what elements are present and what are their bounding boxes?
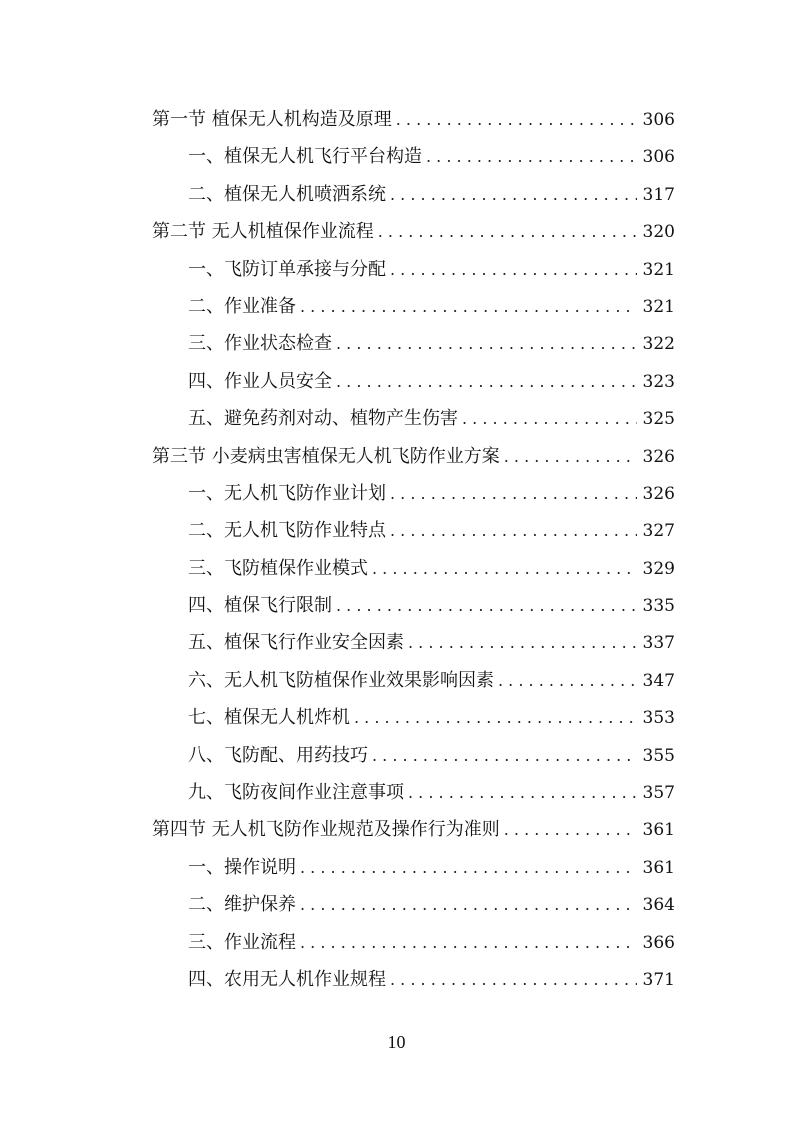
toc-page-number: 361 [642,857,675,878]
toc-subsection-row[interactable] [152,138,675,175]
toc-page-number: 337 [642,633,675,654]
toc-entry-label: 七、植保无人机炸机 [188,707,350,729]
dot-leader [498,662,637,699]
toc-section-row[interactable] [152,213,675,250]
page-number: 10 [387,1032,406,1052]
toc-page-number: 306 [642,110,675,130]
toc-section-row[interactable] [152,438,675,475]
toc-entry-label: 第一节 植保无人机构造及原理 [152,109,392,130]
dot-leader [300,849,637,886]
dot-leader [390,251,637,288]
toc-entry-label: 五、植保飞行作业安全因素 [188,632,404,654]
toc-entry-label: 八、飞防配、用药技巧 [188,744,368,766]
toc-page-number: 320 [642,222,675,243]
toc-page-number: 323 [642,371,675,392]
toc-page-number: 321 [642,259,675,280]
toc-subsection-row[interactable] [152,400,675,437]
toc-page-number: 321 [642,296,675,317]
dot-leader [372,550,637,587]
toc-subsection-row[interactable] [152,363,675,400]
dot-leader [336,363,637,400]
toc-subsection-row[interactable] [152,774,675,811]
toc-section-row[interactable] [152,101,675,138]
dot-leader [390,512,637,549]
dot-leader [336,587,637,624]
table-of-contents [152,101,675,998]
toc-page-number: 347 [642,670,675,691]
toc-entry-label: 三、作业流程 [188,931,296,953]
toc-subsection-row[interactable] [152,886,675,923]
toc-entry-label: 第三节 小麦病虫害植保无人机飞防作业方案 [152,445,500,467]
toc-page-number: 366 [642,932,675,953]
toc-page-number: 329 [642,558,675,579]
toc-subsection-row[interactable] [152,475,675,512]
dot-leader [390,961,637,998]
dot-leader [504,811,637,848]
toc-subsection-row[interactable] [152,325,675,362]
dot-leader [426,138,637,175]
toc-entry-label: 九、飞防夜间作业注意事项 [188,782,404,804]
toc-subsection-row[interactable] [152,849,675,886]
toc-subsection-row[interactable] [152,512,675,549]
toc-entry-label: 二、维护保养 [188,894,296,916]
toc-page-number: 326 [642,483,675,504]
toc-subsection-row[interactable] [152,699,675,736]
toc-entry-label: 一、飞防订单承接与分配 [188,258,386,280]
toc-subsection-row[interactable] [152,924,675,961]
dot-leader [300,886,637,923]
toc-entry-label: 一、无人机飞防作业计划 [188,482,386,504]
dot-leader [378,213,637,250]
toc-entry-label: 三、飞防植保作业模式 [188,557,368,579]
toc-entry-label: 二、无人机飞防作业特点 [188,520,386,542]
toc-entry-label: 第四节 无人机飞防作业规范及操作行为准则 [152,819,500,841]
toc-entry-label: 三、作业状态检查 [188,333,332,355]
toc-page-number: 325 [642,409,675,430]
toc-section-row[interactable] [152,811,675,848]
toc-page-number: 361 [642,820,675,841]
toc-subsection-row[interactable] [152,961,675,998]
toc-page-number: 371 [642,969,675,990]
toc-entry-label: 一、植保无人机飞行平台构造 [188,146,422,168]
toc-entry-label: 四、作业人员安全 [188,370,332,392]
toc-entry-label: 二、作业准备 [188,295,296,317]
dot-leader [372,737,637,774]
toc-entry-label: 四、农用无人机作业规程 [188,968,386,990]
toc-subsection-row[interactable] [152,288,675,325]
toc-page-number: 317 [642,184,675,205]
dot-leader [462,400,637,437]
toc-page-number: 335 [642,596,675,617]
dot-leader [396,101,637,138]
dot-leader [390,475,637,512]
toc-subsection-row[interactable] [152,550,675,587]
toc-subsection-row[interactable] [152,662,675,699]
dot-leader [408,774,637,811]
toc-page-number: 326 [642,446,675,467]
toc-subsection-row[interactable] [152,251,675,288]
toc-entry-label: 五、避免药剂对动、植物产生伤害 [188,408,458,430]
toc-subsection-row[interactable] [152,176,675,213]
toc-page-number: 306 [642,147,675,168]
toc-page-number: 364 [642,895,675,916]
dot-leader [300,924,637,961]
dot-leader [504,438,637,475]
dot-leader [336,325,637,362]
toc-page-number: 322 [642,334,675,355]
toc-page-number: 353 [642,708,675,729]
toc-entry-label: 第二节 无人机植保作业流程 [152,221,374,243]
toc-page-number: 357 [642,783,675,804]
toc-page-number: 355 [642,745,675,766]
toc-subsection-row[interactable] [152,737,675,774]
dot-leader [354,699,637,736]
dot-leader [300,288,637,325]
dot-leader [408,624,637,661]
toc-page-number: 327 [642,521,675,542]
toc-entry-label: 六、无人机飞防植保作业效果影响因素 [188,669,494,691]
toc-subsection-row[interactable] [152,624,675,661]
toc-subsection-row[interactable] [152,587,675,624]
dot-leader [390,176,637,213]
toc-entry-label: 一、操作说明 [188,856,296,878]
toc-entry-label: 二、植保无人机喷洒系统 [188,183,386,205]
toc-entry-label: 四、植保飞行限制 [188,595,332,617]
